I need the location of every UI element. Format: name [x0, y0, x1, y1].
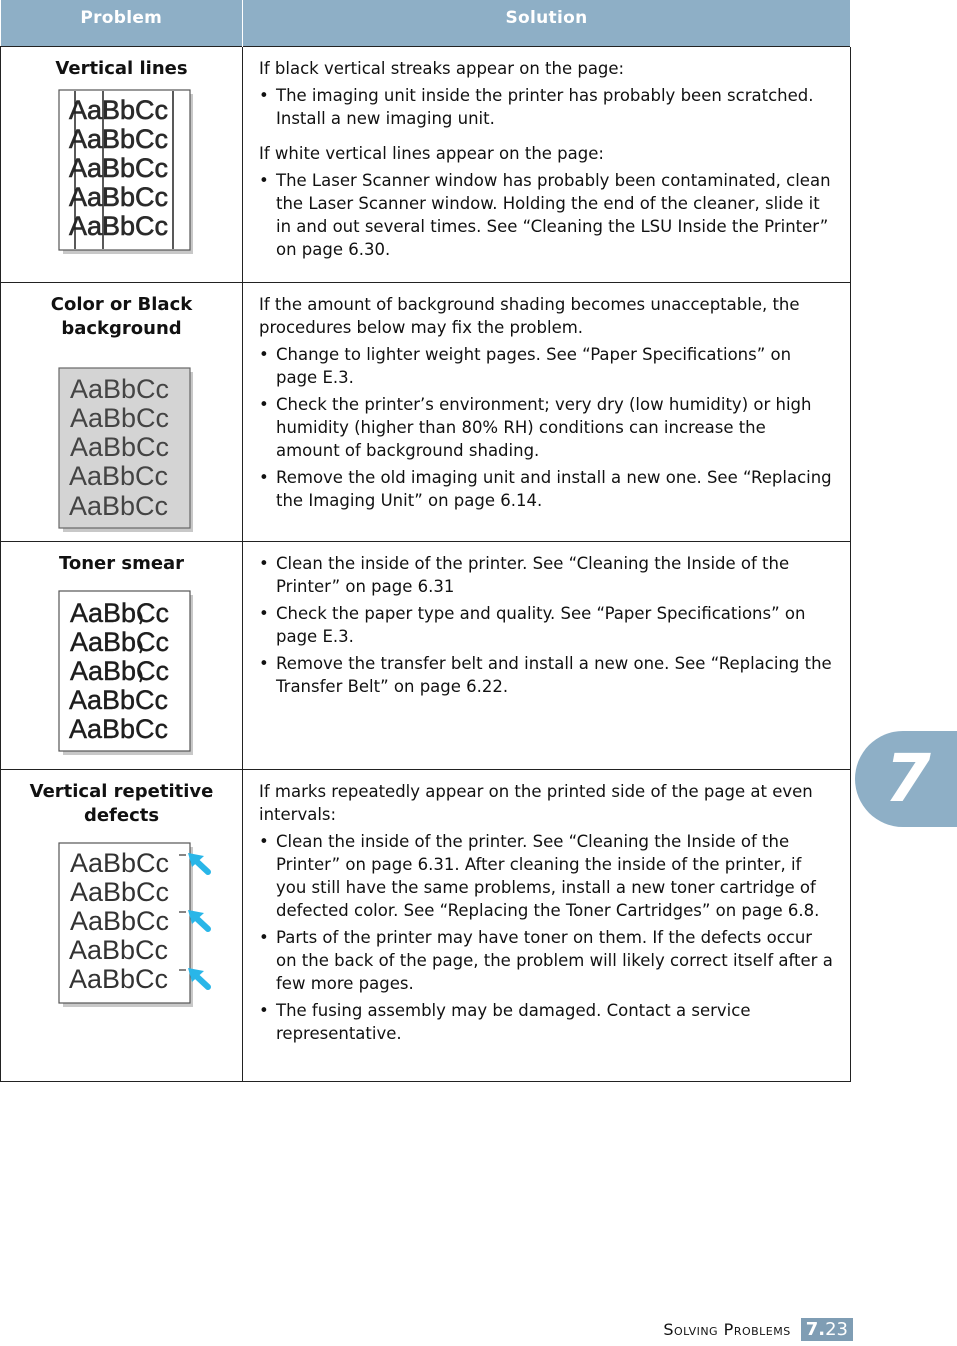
solution-bullet: • Clean the inside of the printer. See “Cleaning the Inside of the Printer” on page 6.31: [259, 552, 834, 598]
sample-text-line: AaBbCc: [70, 655, 170, 686]
solution-bullet: • Check the printer’s environment; very dry (low humidity) or high humidity (higher than 80% RH) conditions can increase the amount of background shading.: [259, 393, 834, 462]
sample-text-line: AaBbCc: [70, 905, 170, 936]
sample-text-line: AaBbCc: [69, 963, 169, 994]
header-solution: Solution: [243, 0, 851, 46]
solution-bullet: • Remove the old imaging unit and install a new one. See “Replacing the Imaging Unit” on page 6.14.: [259, 466, 834, 512]
solution-bullet: • The fusing assembly may be damaged. Contact a service representative.: [259, 999, 834, 1045]
solution-cell: [243, 769, 851, 1081]
page-number: [801, 1318, 853, 1341]
solution-cell: [243, 541, 851, 769]
sample-text-line: AaBbCc: [70, 402, 170, 433]
sample-text-line: AaBbCc: [70, 431, 170, 462]
problem-cell: [1, 46, 243, 282]
sample-text-line: AaBbCc: [69, 684, 169, 715]
page-chapter: 7.: [805, 1319, 826, 1340]
page-footer: [600, 1318, 853, 1344]
solution-bullet: • Parts of the printer may have toner on them. If the defects occur on the back of the page, the problem will likely correct itself after a few more pages.: [259, 926, 834, 995]
problem-title: Toner smear: [58, 552, 185, 574]
repetitive-defects-sample-image: [58, 842, 228, 1010]
table-row: [1, 541, 851, 769]
sample-text-line: AaBbCc: [69, 713, 169, 744]
problem-cell: [1, 282, 243, 541]
sample-text-line: AaBbCc: [69, 934, 169, 965]
solution-bullet: • Check the paper type and quality. See “Paper Specifications” on page E.3.: [259, 602, 834, 648]
sample-text-line: AaBbCc: [69, 181, 169, 212]
problem-cell: [1, 541, 243, 769]
problem-title: Vertical lines: [55, 57, 188, 79]
chapter-tab: 7: [855, 731, 957, 827]
solution-intro: If marks repeatedly appear on the printed side of the page at even intervals:: [259, 781, 813, 824]
sample-text-line: AaBbCc: [69, 94, 169, 125]
solution-bullet: • The Laser Scanner window has probably been contaminated, clean the Laser Scanner window. Holding the end of the cleaner, slide it in and out several times. See “Cleaning the LSU Inside the Printer” on page 6.30.: [259, 169, 834, 261]
solution-bullet: • The imaging unit inside the printer has probably been scratched. Install a new imaging unit.: [259, 84, 834, 130]
vertical-lines-sample-image: [58, 89, 198, 257]
table-row: [1, 46, 851, 282]
solution-bullet: • Change to lighter weight pages. See “Paper Specifications” on page E.3.: [259, 343, 834, 389]
solution-intro: If black vertical streaks appear on the page:: [259, 58, 625, 78]
footer-section-title: Solving Problems: [663, 1320, 791, 1339]
solution-cell: [243, 282, 851, 541]
sample-text-line: AaBbCc: [69, 123, 169, 154]
sample-text-line: AaBbCc: [69, 152, 169, 183]
problem-cell: [1, 769, 243, 1081]
table-row: [1, 769, 851, 1081]
solution-intro: If white vertical lines appear on the page:: [259, 143, 604, 163]
table-header-row: [1, 0, 851, 46]
page-index: 23: [825, 1319, 848, 1340]
table-row: [1, 282, 851, 541]
problem-title: Vertical repetitive defects: [29, 780, 214, 826]
solution-bullet: • Remove the transfer belt and install a new one. See “Replacing the Transfer Belt” on page 6.22.: [259, 652, 834, 698]
solution-bullet: • Clean the inside of the printer. See “Cleaning the Inside of the Printer” on page 6.31. After cleaning the inside of the printer, if you still have the same problems, install a new toner cartridge of defected color. See “Replacing the Toner Cartridges” on page 6.8.: [259, 830, 834, 922]
sample-text-line: AaBbCc: [69, 460, 169, 491]
sample-text-line: AaBbCc: [69, 210, 169, 241]
sample-text-line: AaBbCc: [70, 373, 170, 404]
sample-text-line: AaBbCc: [69, 490, 169, 521]
sample-text-line: AaBbCc: [70, 626, 170, 657]
header-problem: Problem: [1, 0, 243, 46]
problem-title: Color or Black background: [50, 293, 193, 339]
toner-smear-sample-image: [58, 590, 198, 758]
solution-intro: If the amount of background shading becomes unacceptable, the procedures below may fix the problem.: [259, 294, 800, 337]
sample-text-line: AaBbCc: [70, 847, 170, 878]
sample-text-line: AaBbCc: [70, 597, 170, 628]
sample-text-line: AaBbCc: [70, 876, 170, 907]
solution-cell: [243, 46, 851, 282]
background-shading-sample-image: [58, 367, 198, 535]
